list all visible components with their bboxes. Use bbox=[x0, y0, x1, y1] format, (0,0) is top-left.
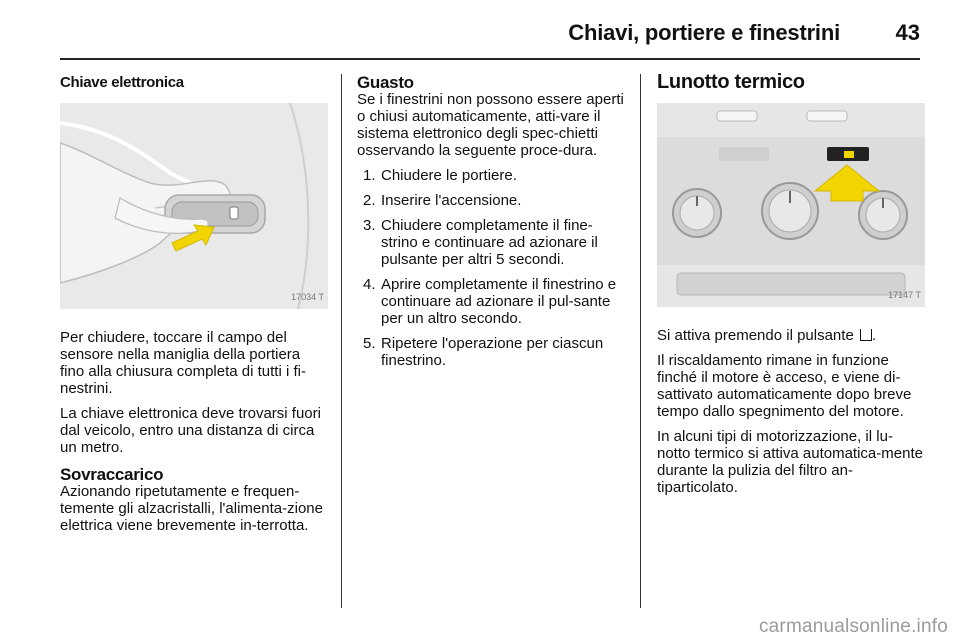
watermark: carmanualsonline.info bbox=[758, 616, 948, 637]
paragraph: Se i finestrini non possono essere aperti o chiusi automaticamente, atti-vare il sistema elettronico degli spec-chietti osservando la seguente proce-dura. bbox=[357, 91, 624, 159]
page-header bbox=[60, 14, 920, 60]
paragraph: Azionando ripetutamente e frequen-temente gli alzacristalli, l'alimenta-zione elettrica viene brevemente in-terrotta. bbox=[60, 483, 323, 534]
figure-code: 17034 T bbox=[291, 292, 324, 302]
door-handle-illustration bbox=[60, 103, 328, 309]
column-fault bbox=[357, 74, 625, 377]
paragraph: In alcuni tipi di motorizzazione, il lu-notto termico si attiva automatica-mente durante la pulizia del filtro an-tiparticolato. bbox=[657, 428, 923, 496]
paragraph: Per chiudere, toccare il campo del sensore nella maniglia della portiera fino alla chiusura completa di tutti i fi-nestrini. bbox=[60, 329, 306, 397]
climate-control-illustration bbox=[657, 103, 925, 307]
door-handle-drawing bbox=[60, 103, 328, 309]
list-item: 1. Chiudere le portiere. bbox=[363, 167, 517, 184]
paragraph: La chiave elettronica deve trovarsi fuori dal veicolo, entro una distanza di circa un metro. bbox=[60, 405, 321, 456]
column-divider bbox=[341, 74, 342, 608]
list-item: 5. Ripetere l'operazione per ciascun finestrino. bbox=[363, 335, 604, 369]
page-number: 43 bbox=[895, 20, 920, 45]
list-item: 3. Chiudere completamente il fine-strino e continuare ad azionare il pulsante per altri 5 secondi. bbox=[363, 217, 598, 268]
section-heading: Guasto bbox=[357, 73, 414, 92]
climate-panel-drawing bbox=[657, 103, 925, 307]
column-electronic-key bbox=[60, 74, 328, 542]
section-heading: Lunotto termico bbox=[657, 71, 805, 93]
figure-code: 17147 T bbox=[888, 290, 921, 300]
rear-window-defrost-icon bbox=[860, 329, 872, 341]
list-item: 4. Aprire completamente il finestrino e continuare ad azionare il pul-sante per un altro secondo. bbox=[363, 276, 617, 327]
page-title: Chiavi, portiere e finestrini bbox=[568, 20, 840, 45]
column-rear-window-heating bbox=[657, 71, 925, 504]
paragraph: Il riscaldamento rimane in funzione finché il motore è acceso, e viene di-sattivato automaticamente dopo breve tempo dallo spegnimento del motore. bbox=[657, 352, 912, 420]
procedure-list bbox=[357, 167, 625, 369]
column-divider bbox=[640, 74, 641, 608]
paragraph: Si attiva premendo il pulsante . bbox=[657, 327, 877, 344]
subheading: Sovraccarico bbox=[60, 465, 164, 484]
section-heading: Chiave elettronica bbox=[60, 74, 184, 91]
list-item: 2. Inserire l'accensione. bbox=[363, 192, 522, 209]
